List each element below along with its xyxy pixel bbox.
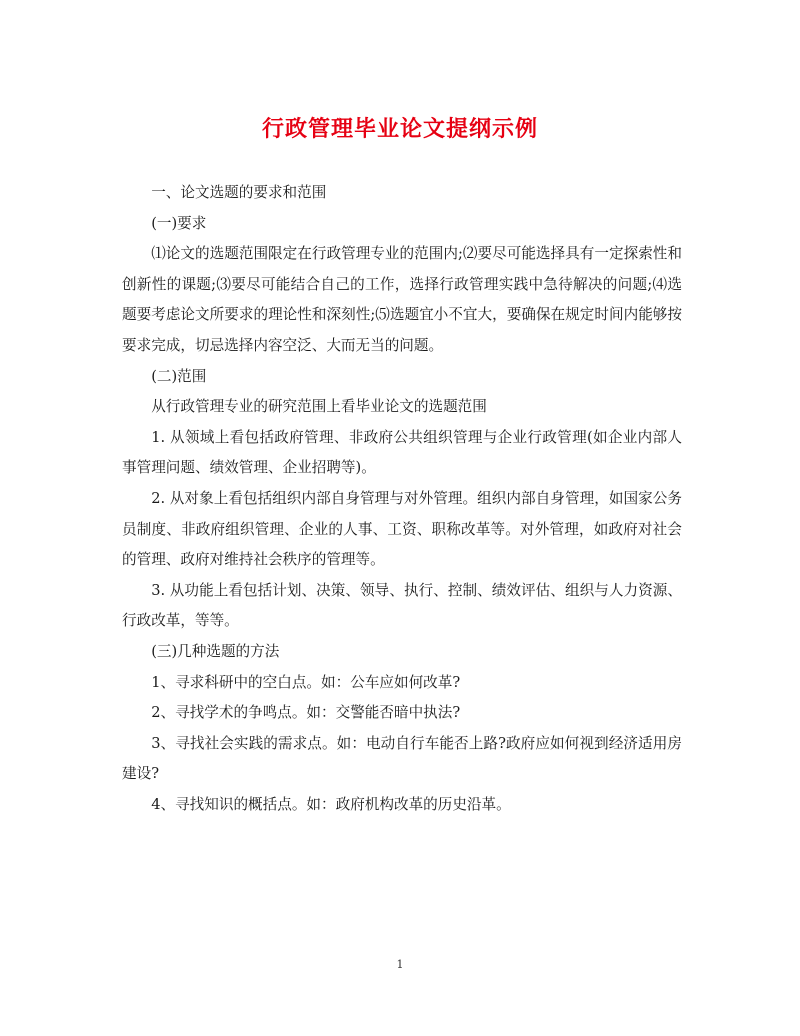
- section-heading-1: 一、论文选题的要求和范围: [151, 184, 327, 201]
- subsection-heading-requirements: (一)要求: [151, 214, 207, 232]
- document-body: [122, 178, 682, 820]
- paragraph-requirements: ⑴论文的选题范围限定在行政管理专业的范围内;⑵要尽可能选择具有一定探索性和创新性的课题;⑶要尽可能结合自己的工作，选择行政管理实践中急待解决的问题;⑷选题要考虑论文所要求的理论性和深刻性;⑸选题宜小不宜大，要确保在规定时间内能够按要求完成，切忌选择内容空泛、大而无当的问题。: [122, 245, 682, 354]
- paragraph-method-3: 3、寻找社会实践的需求点。如：电动自行车能否上路?政府应如何视到经济适用房建设?: [122, 734, 682, 783]
- document-title: 行政管理毕业论文提纲示例: [261, 116, 538, 142]
- paragraph-method-4: 4、寻找知识的概括点。如：政府机构改革的历史沿革。: [151, 795, 511, 813]
- paragraph-scope-item-2: 2. 从对象上看包括组织内部自身管理与对外管理。组织内部自身管理，如国家公务员制度、非政府组织管理、企业的人事、工资、职称改革等。对外管理，如政府对社会的管理、政府对维持社会秩序的管理等。: [122, 489, 682, 569]
- paragraph-scope-item-1: 1. 从领域上看包括政府管理、非政府公共组织管理与企业行政管理(如企业内部人事管理问题、绩效管理、企业招聘等)。: [122, 428, 682, 477]
- paragraph-method-2: 2、寻找学术的争鸣点。如：交警能否暗中执法?: [151, 704, 461, 722]
- page-number: 1: [396, 958, 404, 971]
- subsection-heading-scope: (二)范围: [151, 367, 207, 385]
- subsection-heading-methods: (三)几种选题的方法: [151, 642, 280, 660]
- paragraph-scope-item-3: 3. 从功能上看包括计划、决策、领导、执行、控制、绩效评估、组织与人力资源、行政改革，等等。: [122, 581, 682, 630]
- paragraph-method-1: 1、寻求科研中的空白点。如：公车应如何改革?: [151, 673, 461, 691]
- paragraph-scope-intro: 从行政管理专业的研究范围上看毕业论文的选题范围: [151, 398, 487, 416]
